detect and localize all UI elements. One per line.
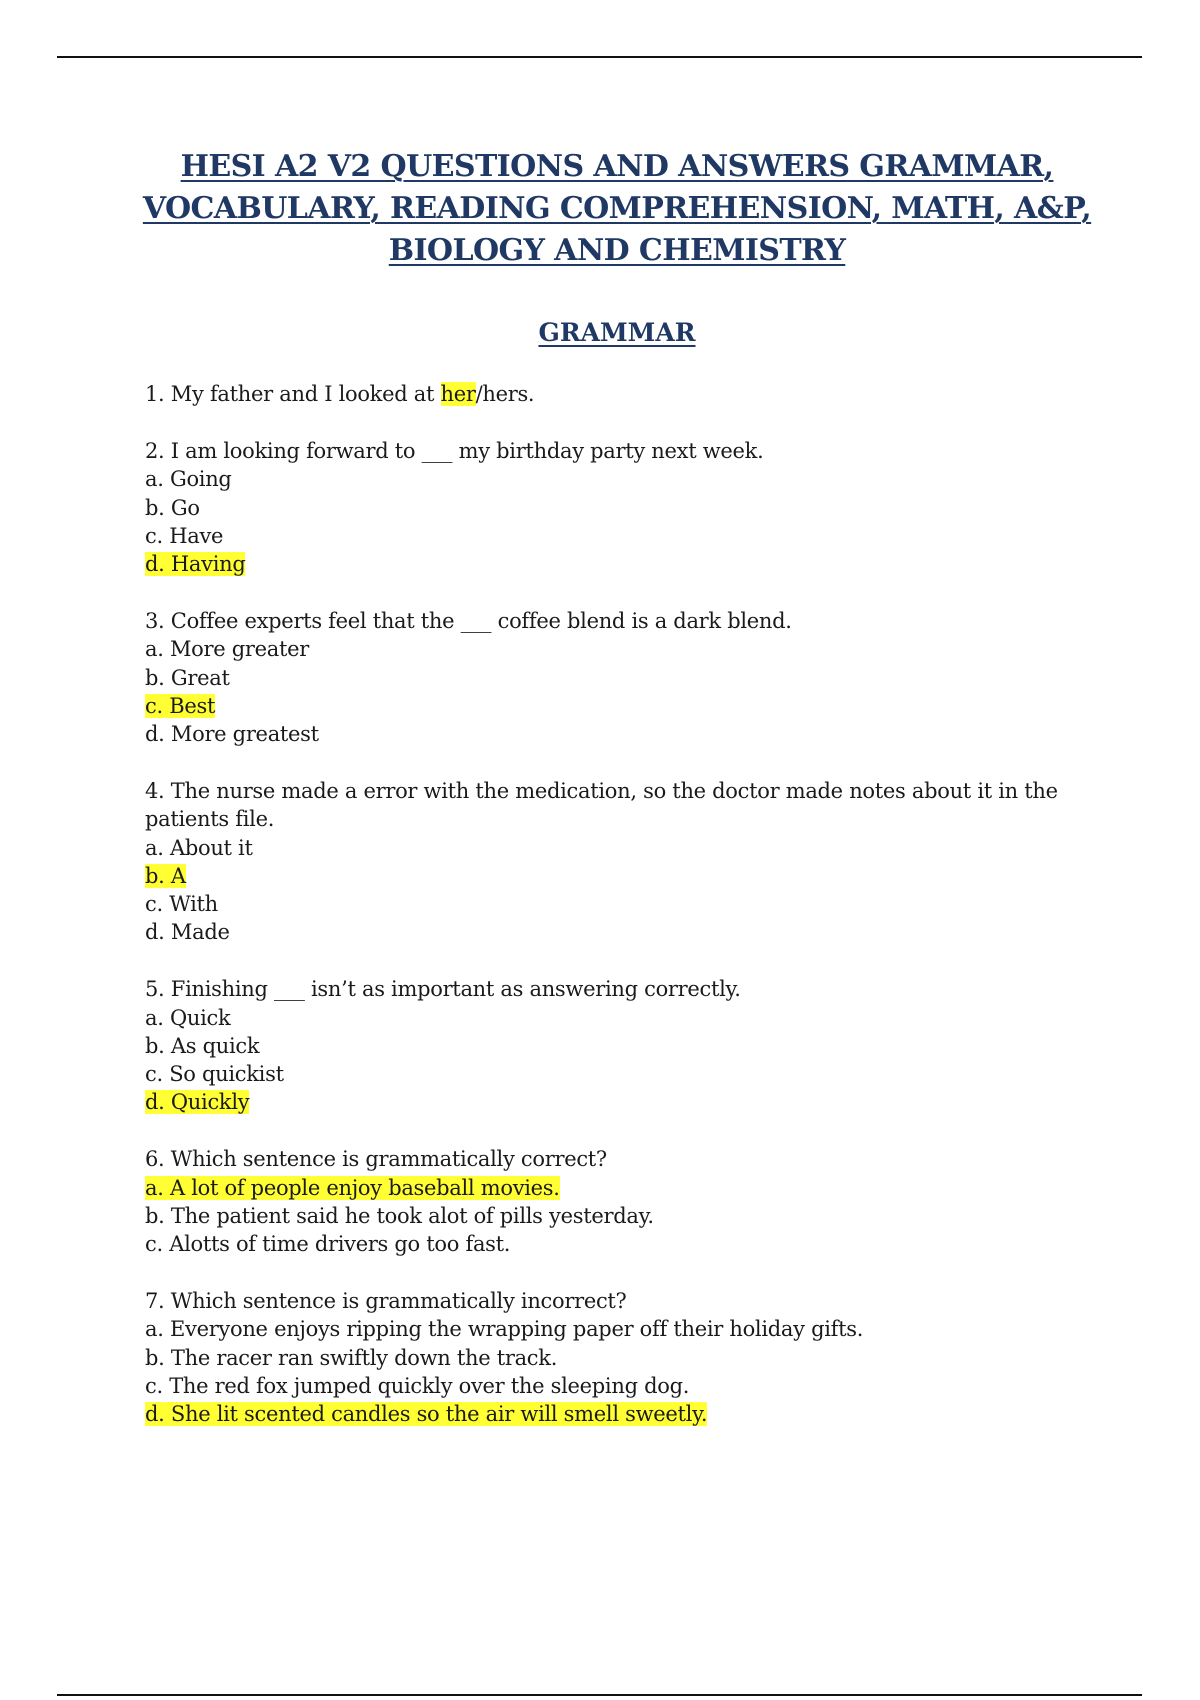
question-6-option-b: b. The patient said he took alot of pills yesterday. xyxy=(145,1203,654,1228)
question-7-option-b: b. The racer ran swiftly down the track. xyxy=(145,1345,558,1370)
question-3-option-a: a. More greater xyxy=(145,637,309,662)
question-5-option-c: c. So quickist xyxy=(145,1062,284,1087)
question-2-option-d-answer: d. Having xyxy=(145,552,246,577)
question-1-prefix: 1. My father and I looked at xyxy=(145,382,441,406)
question-2-option-b: b. Go xyxy=(145,495,200,520)
question-1-suffix: /hers. xyxy=(475,382,535,406)
question-4-option-d: d. Made xyxy=(145,920,230,945)
question-6-option-c: c. Alotts of time drivers go too fast. xyxy=(145,1232,511,1257)
question-3-stem: 3. Coffee experts feel that the ___ coffee blend is a dark blend. xyxy=(145,609,792,634)
question-4 xyxy=(145,777,1085,946)
question-3-option-b: b. Great xyxy=(145,665,230,690)
question-5-option-d-answer: d. Quickly xyxy=(145,1090,250,1115)
question-4-option-a: a. About it xyxy=(145,835,253,860)
question-5-option-a: a. Quick xyxy=(145,1005,231,1030)
question-list xyxy=(145,380,1085,1457)
question-1-answer: her xyxy=(440,382,476,406)
question-7-option-d-answer: d. She lit scented candles so the air will smell sweetly. xyxy=(145,1402,708,1427)
question-5-stem: 5. Finishing ___ isn’t as important as answering correctly. xyxy=(145,977,741,1002)
question-5 xyxy=(145,975,1085,1116)
question-2-option-a: a. Going xyxy=(145,467,232,492)
question-3-option-c-answer: c. Best xyxy=(145,693,216,718)
question-2 xyxy=(145,437,1085,578)
question-6 xyxy=(145,1145,1085,1258)
question-1 xyxy=(145,380,1085,408)
question-4-option-b-answer: b. A xyxy=(145,863,186,888)
bottom-rule xyxy=(57,1694,1142,1696)
question-2-option-c: c. Have xyxy=(145,523,224,548)
question-1-stem xyxy=(145,380,1085,408)
question-4-option-c: c. With xyxy=(145,892,218,917)
question-6-stem: 6. Which sentence is grammatically correct? xyxy=(145,1147,607,1172)
question-2-stem: 2. I am looking forward to ___ my birthday party next week. xyxy=(145,439,764,464)
top-rule xyxy=(57,56,1142,58)
question-7-stem: 7. Which sentence is grammatically incorrect? xyxy=(145,1289,627,1314)
document-title: HESI A2 V2 QUESTIONS AND ANSWERS GRAMMAR, VOCABULARY, READING COMPREHENSION, MATH, A&P, BIOLOGY AND CHEMISTRY xyxy=(142,149,1092,268)
question-6-option-a-answer: a. A lot of people enjoy baseball movies. xyxy=(145,1175,560,1200)
question-7-option-c: c. The red fox jumped quickly over the sleeping dog. xyxy=(145,1373,690,1398)
question-4-stem: 4. The nurse made a error with the medication, so the doctor made notes about it in the patients file. xyxy=(145,779,1058,832)
question-3-option-d: d. More greatest xyxy=(145,722,319,747)
question-3 xyxy=(145,607,1085,748)
question-5-option-b: b. As quick xyxy=(145,1033,260,1058)
question-7 xyxy=(145,1287,1085,1428)
section-heading-grammar: GRAMMAR xyxy=(538,318,696,347)
question-7-option-a: a. Everyone enjoys ripping the wrapping paper off their holiday gifts. xyxy=(145,1317,864,1342)
